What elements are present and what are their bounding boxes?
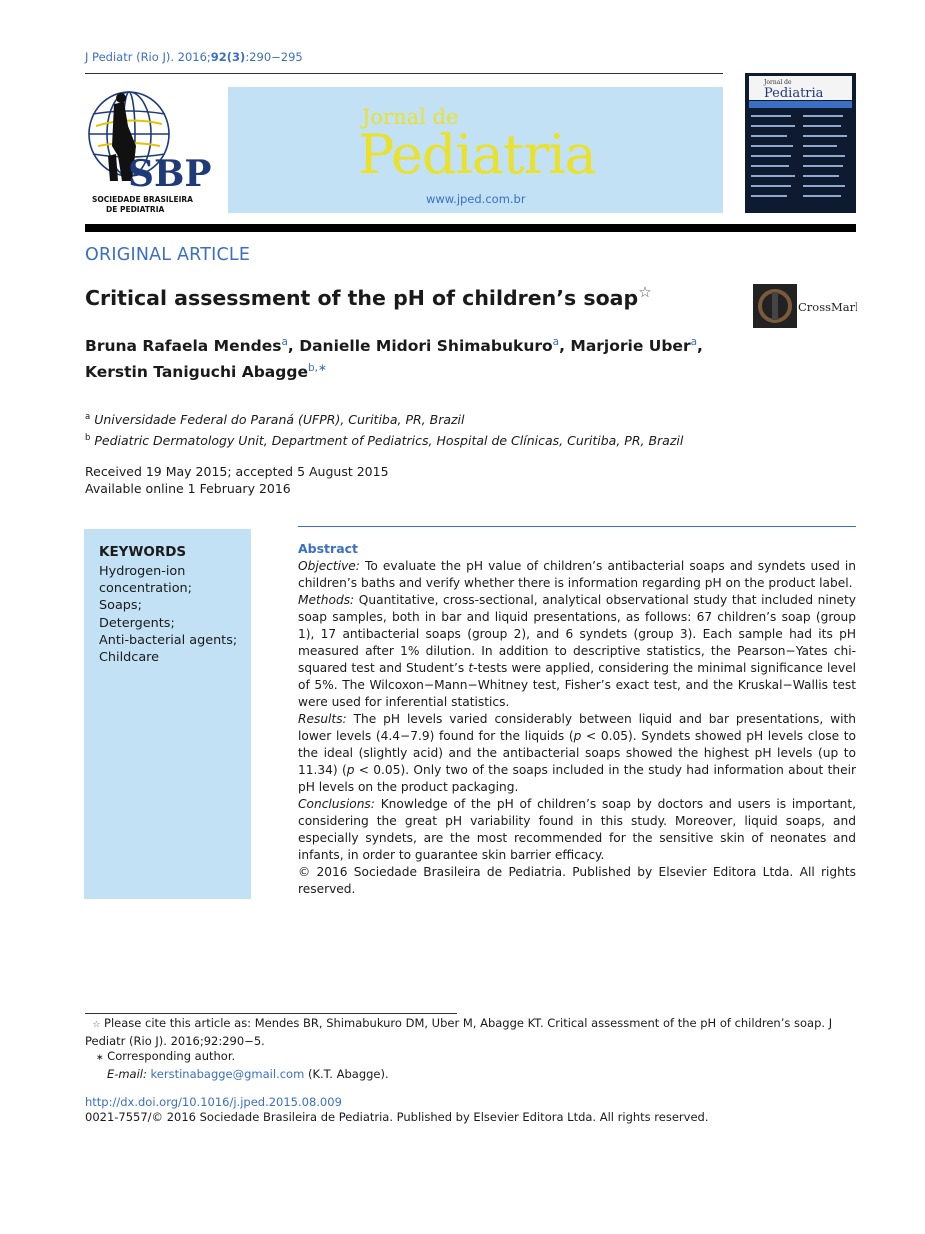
crossmark-badge[interactable] — [753, 284, 857, 328]
svg-text:DE PEDIATRIA: DE PEDIATRIA — [106, 205, 165, 214]
journal-name-large: Pediatria — [358, 123, 596, 186]
abstract-conclusions: Conclusions: Knowledge of the pH of children’s soap by doctors and users is important, considering the great pH variability found in this study. Moreover, liquid soaps, and especially syndets, are the most recommended for the sensitive skin of neonates and infants, in order to guarantee skin barrier efficacy. — [298, 797, 856, 862]
abstract-methods: Methods: Quantitative, cross-sectional, analytical observational study that included ninety soap samples, both in bar and liquid presentations, as follows: 67 children’s soap (group 1), 17 antibacterial soaps (group 2), and 6 syndets (group 3). Each sample had its pH measured after 1% dilution. In addition to descriptive statistics, the Pearson−Yates chi-squared test and Student’s t-tests were applied, considering the minimal significance level of 5%. The Wilcoxon−Mann−Whitney test, Fisher’s exact test, and the Kruskal−Wallis test were used for inferential statistics. — [298, 593, 857, 709]
doi-link[interactable]: http://dx.doi.org/10.1016/j.jped.2015.08.009 — [85, 1095, 342, 1109]
available-date: Available online 1 February 2016 — [85, 481, 291, 496]
article-type-label: ORIGINAL ARTICLE — [85, 245, 251, 265]
abstract-rule — [298, 526, 856, 527]
abstract-objective: Objective: To evaluate the pH value of children’s antibacterial soaps and syndets used in children’s baths and verify whether there is information regarding pH on the product label. — [298, 559, 857, 590]
article-dates — [85, 463, 389, 497]
abstract-heading: Abstract — [298, 541, 359, 556]
keywords-panel — [84, 529, 251, 899]
header-thick-rule — [85, 224, 856, 232]
keyword: Soaps; — [99, 598, 142, 614]
svg-text:SBP: SBP — [128, 153, 212, 195]
svg-text:CrossMark: CrossMark — [798, 300, 857, 314]
svg-text:Jornal de: Jornal de — [764, 79, 792, 86]
citation-footnote: ☆ Please cite this article as: Mendes BR, Shimabukuro DM, Uber M, Abagge KT. Critical assessment of the pH of children’s soap. J Pediatr (Rio J). 2016;92:290−5. — [85, 1016, 833, 1048]
email-footnote: E-mail: kerstinabagge@gmail.com (K.T. Abagge). — [106, 1066, 389, 1081]
title-footnote-mark[interactable]: ☆ — [638, 283, 652, 301]
journal-cover-thumbnail — [745, 73, 856, 213]
affiliations — [85, 408, 683, 450]
affiliation-b: $^b$ Pediatric Dermatology Unit, Department of Pediatrics, Hospital de Clínicas, Curitiba, PR, Brazil — [85, 433, 684, 449]
svg-text:Pediatria: Pediatria — [764, 86, 824, 101]
author-list: Bruna Rafaela Mendes$^a$, Danielle Midori Shimabukuro$^a$, Marjorie Uber$^a$, Kerstin Taniguchi Abagge$^{b,∗}$ — [85, 336, 703, 382]
issn-copyright: 0021-7557/© 2016 Sociedade Brasileira de Pediatria. Published by Elsevier Editora Ltda. All rights reserved. — [85, 1110, 709, 1124]
keyword: Hydrogen-ion — [99, 564, 186, 579]
journal-citation: J Pediatr (Rio J). 2016;92(3):290−295 — [85, 50, 303, 64]
header-rule — [85, 73, 723, 74]
keywords-list — [99, 563, 237, 666]
footnote-rule — [85, 1013, 457, 1014]
journal-banner — [228, 87, 723, 213]
svg-text:SOCIEDADE BRASILEIRA: SOCIEDADE BRASILEIRA — [92, 195, 193, 204]
author-name[interactable]: Danielle Midori Shimabukuro — [299, 337, 553, 356]
keyword: Childcare — [99, 650, 160, 666]
article-title: Critical assessment of the pH of children’s soap☆ — [85, 283, 652, 310]
author-name[interactable]: Kerstin Taniguchi Abagge — [85, 363, 308, 382]
sbp-logo — [84, 86, 212, 216]
abstract-results: Results: The pH levels varied considerably between liquid and bar presentations, with lower levels (4.4−7.9) found for the liquids (p < 0.05). Syndets showed pH levels close to the ideal (slightly acid) and the antibacterial soaps showed the highest pH levels (up to 11.34) (p < 0.05). Only two of the soaps included in the study had information about their pH levels on the product packaging. — [298, 712, 857, 794]
keyword: Detergents; — [99, 615, 175, 631]
journal-name-small: Jornal de — [362, 105, 459, 129]
keyword: concentration; — [99, 581, 192, 597]
email-link[interactable]: kerstinabagge@gmail.com — [150, 1066, 305, 1081]
abstract-copyright: © 2016 Sociedade Brasileira de Pediatria. Published by Elsevier Editora Ltda. All rights reserved. — [298, 865, 856, 896]
journal-url[interactable]: www.jped.com.br — [426, 192, 526, 206]
corresponding-author-footnote: ∗ Corresponding author. — [95, 1049, 236, 1063]
author-name[interactable]: Marjorie Uber — [570, 337, 691, 356]
author-name[interactable]: Bruna Rafaela Mendes — [85, 337, 282, 356]
keyword: Anti-bacterial agents; — [99, 632, 238, 648]
footnotes — [85, 1016, 860, 1082]
affiliation-a: $^a$ Universidade Federal do Paraná (UFPR), Curitiba, PR, Brazil — [85, 412, 465, 428]
keywords-heading: KEYWORDS — [99, 544, 187, 560]
received-date: Received 19 May 2015; accepted 5 August 2015 — [85, 464, 389, 479]
abstract-body — [298, 558, 856, 898]
